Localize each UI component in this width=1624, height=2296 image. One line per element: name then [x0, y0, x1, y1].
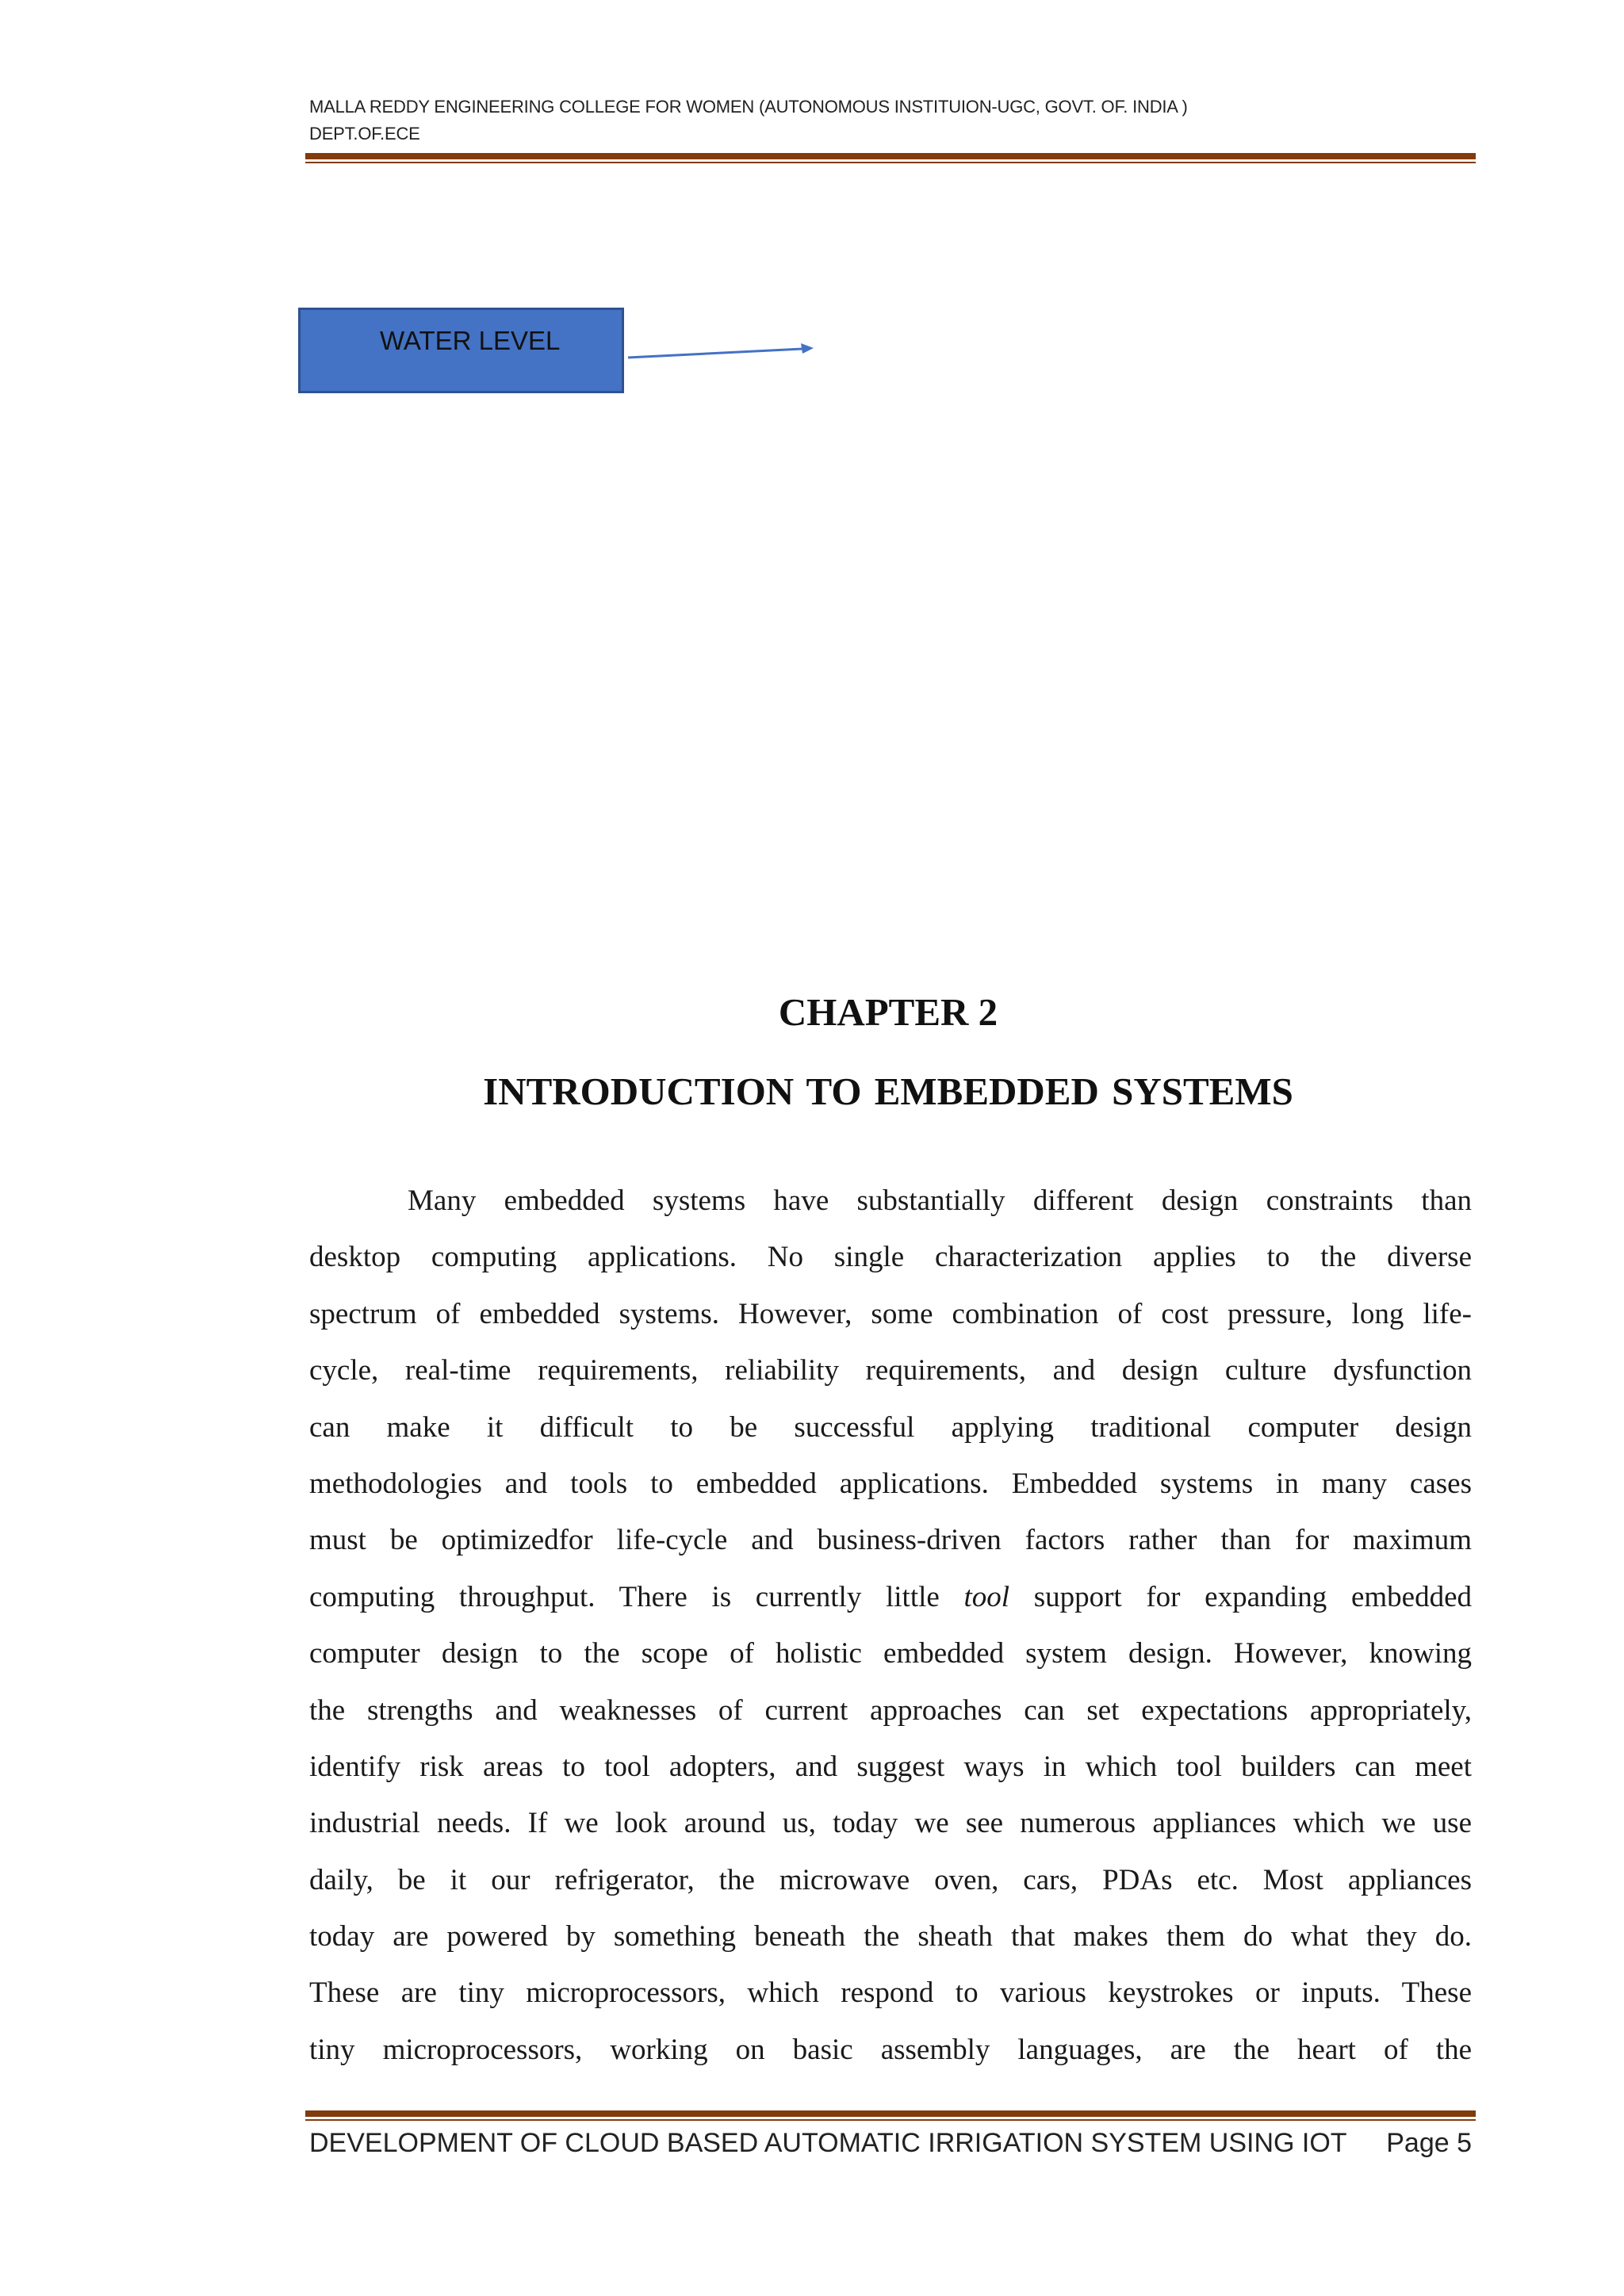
body-line: Many embedded systems have substantially different design constraints than — [408, 1184, 1472, 1217]
footer-rule-thick — [305, 2110, 1476, 2117]
body-line: spectrum of embedded systems. However, some combination of cost pressure, long life- — [309, 1297, 1472, 1330]
arrow-connector — [626, 337, 817, 369]
body-line: These are tiny microprocessors, which respond to various keystrokes or inputs. These — [309, 1976, 1472, 2010]
chapter-number: CHAPTER 2 — [778, 990, 998, 1034]
body-line: computer design to the scope of holistic embedded system design. However, knowing — [309, 1637, 1472, 1670]
body-line: today are powered by something beneath the sheath that makes them do what they do. — [309, 1920, 1472, 1954]
chapter-title: INTRODUCTION TO EMBEDDED SYSTEMS — [483, 1070, 1293, 1113]
footer-rule-thin — [305, 2119, 1476, 2121]
body-line: tiny microprocessors, working on basic assembly languages, are the heart of the — [309, 2033, 1472, 2066]
header-rule-thin — [305, 162, 1476, 163]
body-line: can make it difficult to be successful applying traditional computer design — [309, 1410, 1472, 1444]
footer-project-title: DEVELOPMENT OF CLOUD BASED AUTOMATIC IRRIGATION SYSTEM USING IOT — [309, 2128, 1347, 2158]
header-institution: MALLA REDDY ENGINEERING COLLEGE FOR WOMEN (AUTONOMOUS INSTITUION-UGC, GOVT. OF. INDIA ) — [309, 97, 1188, 117]
body-line: the strengths and weaknesses of current approaches can set expectations appropriately, — [309, 1693, 1472, 1727]
body-line: industrial needs. If we look around us, today we see numerous appliances which we use — [309, 1807, 1472, 1840]
body-line: methodologies and tools to embedded applications. Embedded systems in many cases — [309, 1467, 1472, 1500]
page-number: Page 5 — [1386, 2128, 1472, 2158]
body-line: daily, be it our refrigerator, the microwave oven, cars, PDAs etc. Most appliances — [309, 1863, 1472, 1896]
arrow-head-icon — [801, 343, 814, 354]
body-line: computing throughput. There is currently little tool support for expanding embedded — [309, 1580, 1472, 1613]
header-rule-thick — [305, 153, 1476, 159]
body-line: identify risk areas to tool adopters, and suggest ways in which tool builders can meet — [309, 1750, 1472, 1783]
body-line: must be optimizedfor life-cycle and business-driven factors rather than for maximum — [309, 1524, 1472, 1557]
body-line: desktop computing applications. No single characterization applies to the diverse — [309, 1241, 1472, 1274]
arrow-line — [628, 349, 802, 358]
header-department: DEPT.OF.ECE — [309, 124, 420, 144]
water-level-block — [298, 308, 624, 393]
water-level-label: WATER LEVEL — [380, 326, 561, 355]
body-paragraph — [309, 1173, 1472, 2078]
body-line: cycle, real-time requirements, reliability requirements, and design culture dysfunction — [309, 1354, 1472, 1387]
italic-tool-word: tool — [963, 1580, 1010, 1613]
page-header — [309, 94, 1475, 147]
